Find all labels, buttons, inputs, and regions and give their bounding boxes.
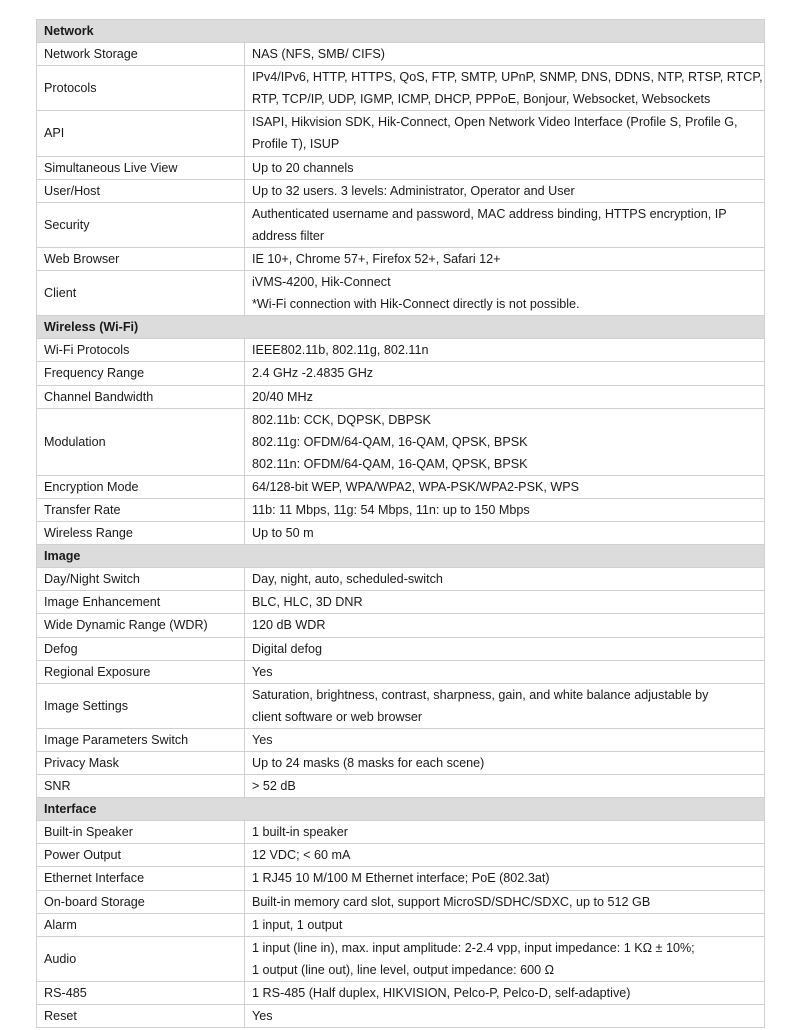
spec-label: Defog: [37, 637, 245, 660]
spec-row: [37, 844, 765, 867]
spec-label: Image Enhancement: [37, 591, 245, 614]
spec-value-line: client software or web browser: [252, 709, 423, 724]
spec-value-line: > 52 dB: [252, 779, 296, 794]
spec-value-line: 1 input (line in), max. input amplitude: 2-2.4 vpp, input impedance: 1 KΩ ± 10%;: [252, 940, 695, 955]
spec-value: [245, 339, 765, 362]
spec-label: Privacy Mask: [37, 752, 245, 775]
spec-label: RS-485: [37, 981, 245, 1004]
spec-value: [245, 936, 765, 981]
spec-value: [245, 202, 765, 247]
spec-value-line: 12 VDC; < 60 mA: [252, 848, 351, 863]
spec-value-line: iVMS-4200, Hik-Connect: [252, 275, 391, 290]
spec-value-line: Up to 32 users. 3 levels: Administrator, Operator and User: [252, 183, 575, 198]
spec-value-line: IEEE802.11b, 802.11g, 802.11n: [252, 343, 429, 358]
section-title: Network: [37, 20, 765, 43]
spec-value: [245, 660, 765, 683]
section-header-row: [37, 545, 765, 568]
spec-label: Image Parameters Switch: [37, 728, 245, 751]
spec-row: [37, 660, 765, 683]
spec-label: On-board Storage: [37, 890, 245, 913]
spec-value-line: 1 input, 1 output: [252, 917, 343, 932]
spec-value: [245, 362, 765, 385]
spec-value-line: Digital defog: [252, 641, 323, 656]
spec-value-line: 2.4 GHz -2.4835 GHz: [252, 366, 374, 381]
spec-value-line: Up to 50 m: [252, 526, 314, 541]
spec-value-line: Authenticated username and password, MAC address binding, HTTPS encryption, IP: [252, 206, 727, 221]
spec-row: [37, 247, 765, 270]
spec-value-line: 64/128-bit WEP, WPA/WPA2, WPA-PSK/WPA2-PSK, WPS: [252, 479, 580, 494]
spec-row: [37, 890, 765, 913]
spec-value-line: 802.11g: OFDM/64-QAM, 16-QAM, QPSK, BPSK: [252, 434, 528, 449]
spec-label: Image Settings: [37, 683, 245, 728]
spec-row: [37, 591, 765, 614]
spec-value-line: Yes: [252, 1009, 273, 1024]
spec-value: [245, 179, 765, 202]
spec-value-line: 1 built-in speaker: [252, 825, 348, 840]
section-header-row: [37, 798, 765, 821]
spec-label: Alarm: [37, 913, 245, 936]
spec-value-line: Yes: [252, 732, 273, 747]
spec-row: [37, 821, 765, 844]
spec-label: Audio: [37, 936, 245, 981]
spec-row: [37, 936, 765, 981]
spec-value: [245, 43, 765, 66]
spec-row: [37, 339, 765, 362]
spec-label: Simultaneous Live View: [37, 156, 245, 179]
spec-value: [245, 498, 765, 521]
spec-row: [37, 362, 765, 385]
spec-value: [245, 1005, 765, 1028]
spec-label: Channel Bandwidth: [37, 385, 245, 408]
spec-value-line: Day, night, auto, scheduled-switch: [252, 572, 443, 587]
spec-label: Modulation: [37, 408, 245, 475]
spec-value: [245, 728, 765, 751]
spec-value-line: 120 dB WDR: [252, 618, 326, 633]
spec-label: Power Output: [37, 844, 245, 867]
spec-label: User/Host: [37, 179, 245, 202]
spec-label: Built-in Speaker: [37, 821, 245, 844]
spec-value: [245, 522, 765, 545]
spec-label: Ethernet Interface: [37, 867, 245, 890]
spec-row: [37, 43, 765, 66]
spec-row: [37, 498, 765, 521]
spec-value-line: Profile T), ISUP: [252, 137, 340, 152]
spec-label: Regional Exposure: [37, 660, 245, 683]
spec-value: [245, 408, 765, 475]
spec-value-line: address filter: [252, 228, 325, 243]
spec-label: Wide Dynamic Range (WDR): [37, 614, 245, 637]
spec-row: [37, 637, 765, 660]
spec-value: [245, 981, 765, 1004]
spec-value-line: 1 RS-485 (Half duplex, HIKVISION, Pelco-P, Pelco-D, self-adaptive): [252, 985, 631, 1000]
spec-value-line: Built-in memory card slot, support MicroSD/SDHC/SDXC, up to 512 GB: [252, 894, 651, 909]
spec-value-line: Up to 24 masks (8 masks for each scene): [252, 756, 485, 770]
section-header-row: [37, 20, 765, 43]
spec-label: Encryption Mode: [37, 475, 245, 498]
spec-value: [245, 775, 765, 798]
spec-value: [245, 475, 765, 498]
spec-row: [37, 408, 765, 475]
spec-value-line: IE 10+, Chrome 57+, Firefox 52+, Safari 12+: [252, 251, 501, 266]
spec-row: [37, 614, 765, 637]
spec-value-line: Up to 20 channels: [252, 160, 354, 175]
spec-label: Wireless Range: [37, 522, 245, 545]
spec-value-line: BLC, HLC, 3D DNR: [252, 595, 363, 610]
spec-value-line: 1 RJ45 10 M/100 M Ethernet interface; PoE (802.3at): [252, 871, 550, 886]
spec-value: [245, 156, 765, 179]
spec-row: [37, 913, 765, 936]
spec-value-line: Saturation, brightness, contrast, sharpness, gain, and white balance adjustable by: [252, 687, 709, 702]
spec-row: [37, 111, 765, 156]
spec-value-line: 802.11n: OFDM/64-QAM, 16-QAM, QPSK, BPSK: [252, 456, 528, 471]
spec-value-line: RTP, TCP/IP, UDP, IGMP, ICMP, DHCP, PPPoE, Bonjour, Websocket, Websockets: [252, 92, 711, 107]
spec-value: [245, 614, 765, 637]
spec-row: [37, 271, 765, 316]
spec-value-line: IPv4/IPv6, HTTP, HTTPS, QoS, FTP, SMTP, UPnP, SNMP, DNS, DDNS, NTP, RTSP, RTCP,: [252, 70, 763, 85]
spec-row: [37, 728, 765, 751]
spec-value-line: NAS (NFS, SMB/ CIFS): [252, 47, 385, 62]
spec-value: [245, 247, 765, 270]
spec-table: [36, 19, 765, 1028]
spec-value: [245, 752, 765, 775]
spec-row: [37, 568, 765, 591]
spec-value-line: 1 output (line out), line level, output impedance: 600 Ω: [252, 962, 555, 977]
spec-label: Web Browser: [37, 247, 245, 270]
spec-value: [245, 844, 765, 867]
spec-row: [37, 385, 765, 408]
spec-value-line: 20/40 MHz: [252, 389, 313, 404]
section-title: Wireless (Wi-Fi): [37, 316, 765, 339]
spec-row: [37, 981, 765, 1004]
spec-value-line: ISAPI, Hikvision SDK, Hik-Connect, Open Network Video Interface (Profile S, Profile G,: [252, 115, 738, 130]
spec-label: Client: [37, 271, 245, 316]
spec-row: [37, 179, 765, 202]
spec-value: [245, 683, 765, 728]
spec-value: [245, 111, 765, 156]
spec-row: [37, 202, 765, 247]
spec-row: [37, 156, 765, 179]
spec-value: [245, 913, 765, 936]
spec-row: [37, 683, 765, 728]
spec-value: [245, 890, 765, 913]
spec-label: SNR: [37, 775, 245, 798]
spec-value-line: 11b: 11 Mbps, 11g: 54 Mbps, 11n: up to 150 Mbps: [252, 502, 530, 517]
section-title: Image: [37, 545, 765, 568]
spec-value-line: *Wi-Fi connection with Hik-Connect directly is not possible.: [252, 297, 580, 312]
section-title: Interface: [37, 798, 765, 821]
spec-label: Reset: [37, 1005, 245, 1028]
spec-label: Transfer Rate: [37, 498, 245, 521]
spec-row: [37, 867, 765, 890]
spec-value: [245, 385, 765, 408]
spec-table-body: [37, 20, 765, 1028]
spec-value: [245, 591, 765, 614]
spec-value: [245, 867, 765, 890]
spec-value: [245, 637, 765, 660]
spec-row: [37, 522, 765, 545]
spec-value-line: Yes: [252, 664, 273, 679]
spec-label: Protocols: [37, 66, 245, 111]
spec-row: [37, 775, 765, 798]
spec-row: [37, 475, 765, 498]
spec-label: Wi-Fi Protocols: [37, 339, 245, 362]
spec-label: Security: [37, 202, 245, 247]
spec-row: [37, 66, 765, 111]
spec-label: Network Storage: [37, 43, 245, 66]
spec-row: [37, 752, 765, 775]
spec-value: [245, 66, 765, 111]
spec-value-line: 802.11b: CCK, DQPSK, DBPSK: [252, 412, 431, 427]
spec-value: [245, 568, 765, 591]
spec-value: [245, 271, 765, 316]
spec-value: [245, 821, 765, 844]
spec-label: Frequency Range: [37, 362, 245, 385]
spec-label: Day/Night Switch: [37, 568, 245, 591]
spec-label: API: [37, 111, 245, 156]
spec-row: [37, 1005, 765, 1028]
section-header-row: [37, 316, 765, 339]
